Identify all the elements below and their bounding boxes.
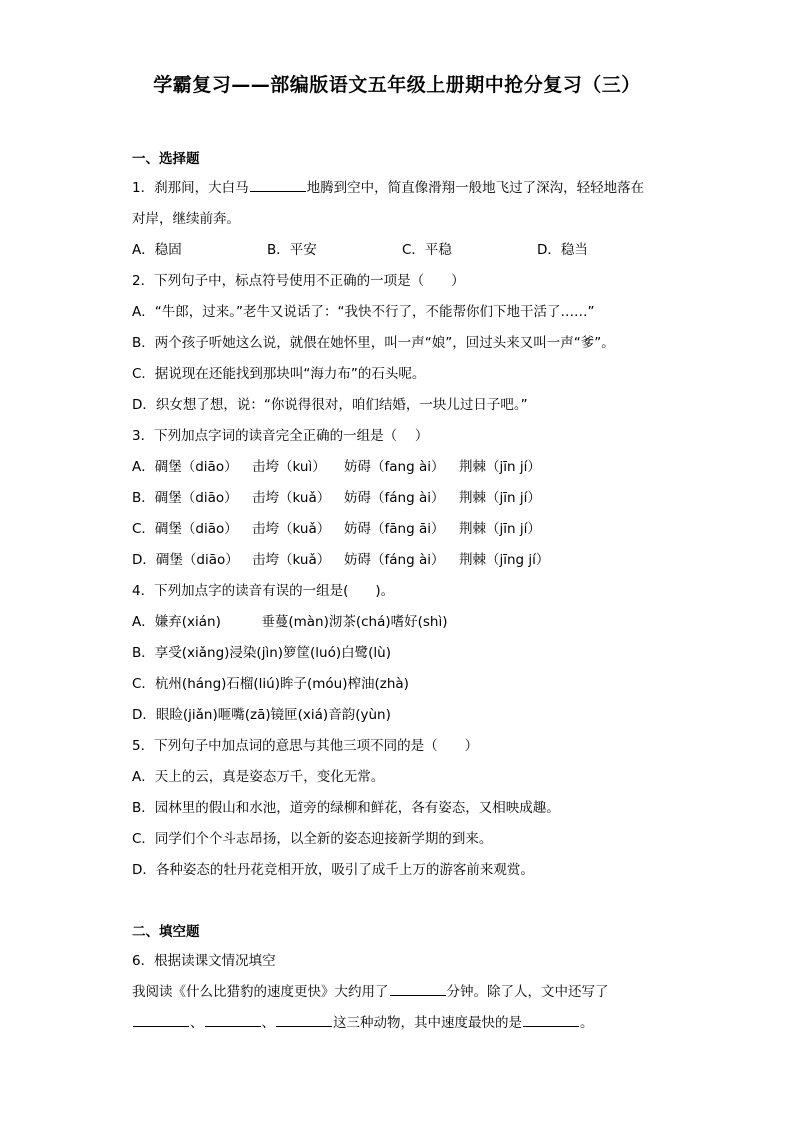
question-4-option-d: D．眼睑(jiǎn)咂嘴(zā)镜匣(xiá)音韵(yùn) (132, 707, 391, 723)
question-6-blank-minutes (390, 981, 446, 996)
question-6-separator: 、 (190, 1015, 204, 1031)
section-heading-fill: 二、填空题 (132, 924, 200, 940)
question-4-option-c: C．杭州(háng)石榴(liú)眸子(móu)榨油(zhà) (132, 676, 409, 692)
pinyin-cell: D．碉堡（diāo） (132, 552, 239, 568)
question-6-text-a: 我阅读《什么比猎豹的速度更快》大约用了 (132, 984, 389, 1000)
question-3-option-a (132, 452, 672, 483)
question-2-option-d: D．织女想了想，说：“你说得很对，咱们结婚，一块儿过日子吧。” (132, 397, 528, 413)
question-6-text-b: 分钟。除了人，文中还写了 (446, 984, 609, 1000)
question-6-blank-animal-3 (276, 1012, 332, 1027)
question-6-blank-animal-1 (133, 1012, 189, 1027)
question-1-text-b: 地腾到空中，简直像滑翔一般地飞过了深沟，轻轻地落在 (306, 180, 645, 196)
pinyin-cell: C．碉堡（diāo） (132, 521, 238, 537)
question-5-option-c: C．同学们个个斗志昂扬，以全新的姿态迎接新学期的到来。 (132, 831, 493, 847)
page-title: 学霸复习——部编版语文五年级上册期中抢分复习（三） (153, 74, 641, 96)
pinyin-cell: 荆棘（jīn jí） (459, 521, 541, 537)
question-2-stem: 2．下列句子中，标点符号使用不正确的一项是（ ） (132, 273, 465, 289)
pinyin-cell: 妨碍（fáng ài） (344, 552, 445, 568)
question-6-text-end: 。 (580, 1015, 594, 1031)
question-5-option-d: D．各种姿态的牡丹花竞相开放，吸引了成千上万的游客前来观赏。 (132, 862, 534, 878)
question-6-blank-animal-2 (205, 1012, 261, 1027)
worksheet-content (132, 145, 672, 1039)
question-1-option-d: D．稳当 (537, 242, 588, 258)
section-spacer (132, 886, 672, 918)
question-6-text-c: 这三种动物，其中速度最快的是 (333, 1015, 522, 1031)
pinyin-cell: 击垮（kuì） (252, 459, 326, 475)
question-4-option-b: B．享受(xiǎng)浸染(jìn)箩筐(luó)白鹭(lù) (132, 645, 391, 661)
pinyin-cell: 击垮（kuǎ） (252, 490, 331, 506)
question-6-stem: 6．根据读课文情况填空 (132, 953, 276, 969)
question-1-line-2: 对岸，继续前奔。 (132, 211, 240, 227)
question-4-stem: 4．下列加点字的读音有误的一组是( )。 (132, 583, 395, 599)
question-1-blank (250, 177, 306, 192)
pinyin-cell: 击垮（kuǎ） (252, 521, 331, 537)
question-1-option-a: A．稳固 (132, 242, 182, 258)
question-1-line-1 (132, 173, 672, 204)
pinyin-cell: A．碉堡（diāo） (132, 459, 238, 475)
question-3-stem: 3．下列加点字词的读音完全正确的一组是（ ） (132, 428, 429, 444)
question-5-option-a: A．天上的云，真是姿态万千，变化无常。 (132, 769, 385, 785)
pinyin-cell: 荆棘（jīng jí） (459, 552, 550, 568)
question-1-option-b: B．平安 (267, 242, 317, 258)
question-6-line-2 (132, 1008, 672, 1039)
section-heading-choice: 一、选择题 (132, 151, 200, 167)
pinyin-cell: B．碉堡（diāo） (132, 490, 238, 506)
question-4-option-a: A．嫌弃(xián) 垂蔓(màn)沏茶(chá)嗜好(shì) (132, 614, 448, 630)
pinyin-cell: 荆棘（jīn jí） (459, 490, 541, 506)
pinyin-cell: 妨碍（fáng ài） (344, 490, 445, 506)
question-5-stem: 5．下列句子中加点词的意思与其他三项不同的是（ ） (132, 738, 479, 754)
question-6-line-1 (132, 977, 672, 1008)
pinyin-cell: 妨碍（fang ài） (344, 459, 445, 475)
question-5-option-b: B．园林里的假山和水池，道旁的绿柳和鲜花，各有姿态，又相映成趣。 (132, 800, 560, 816)
question-3-option-d (132, 545, 672, 576)
question-3-option-c (132, 514, 672, 545)
question-1-option-c: C．平稳 (402, 242, 452, 258)
question-1-text-a: 1．刹那间，大白马 (132, 180, 249, 196)
question-3-option-b (132, 483, 672, 514)
question-6-separator: 、 (261, 1015, 275, 1031)
question-2-option-b: B．两个孩子听她这么说，就偎在她怀里，叫一声“娘”，回过头来又叫一声“爹”。 (132, 335, 615, 351)
pinyin-cell: 荆棘（jīn jí） (459, 459, 541, 475)
question-1-options (132, 235, 672, 266)
question-2-option-a: A．“牛郎，过来。”老牛又说话了：“我快不行了，不能帮你们下地干活了……” (132, 304, 595, 320)
question-6-blank-fastest (523, 1012, 579, 1027)
question-2-option-c: C．据说现在还能找到那块叫“海力布”的石头呢。 (132, 366, 426, 382)
pinyin-cell: 击垮（kuǎ） (252, 552, 331, 568)
pinyin-cell: 妨碍（fāng āi） (344, 521, 445, 537)
